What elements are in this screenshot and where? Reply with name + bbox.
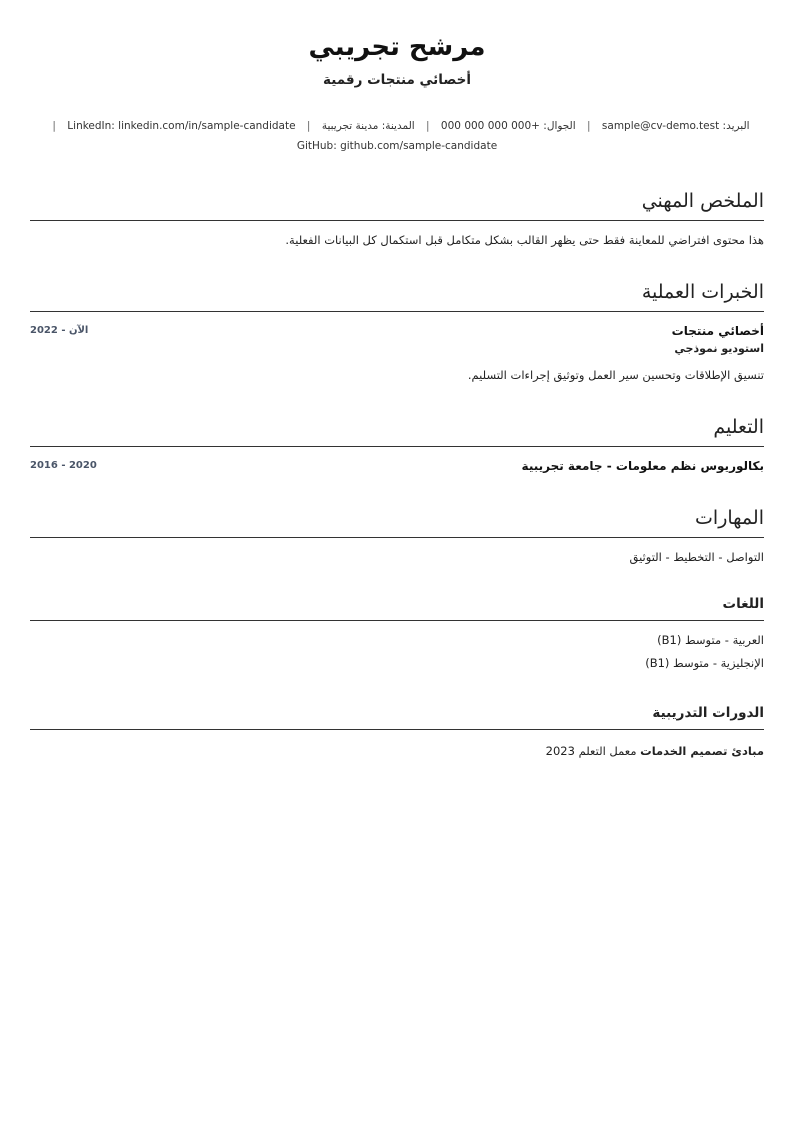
languages-list	[30, 629, 764, 675]
languages-section	[30, 594, 764, 675]
contact-email[interactable]: البريد: sample@cv-demo.test	[601, 120, 750, 132]
languages-heading: اللغات	[30, 594, 764, 621]
experience-dates: 2022 - الآن	[30, 325, 89, 336]
summary-heading: الملخص المهني	[30, 188, 764, 221]
experience-entry-main	[672, 322, 764, 358]
contact-separator: |	[426, 120, 430, 132]
contact-city: المدينة: مدينة تجريبية	[321, 120, 415, 132]
skills-heading: المهارات	[30, 505, 764, 538]
skills-text: التواصل - التخطيط - التوثيق	[629, 550, 764, 564]
contact-phone[interactable]: الجوال: +000 000 000 000	[440, 120, 576, 132]
experience-entry	[30, 322, 764, 358]
experience-section	[30, 279, 764, 384]
skills-section	[30, 505, 764, 566]
courses-section	[30, 703, 764, 760]
course-name: مبادئ تصميم الخدمات	[640, 744, 764, 758]
resume-header	[30, 30, 764, 156]
education-dates: 2016 - 2020	[30, 460, 97, 471]
contact-separator: |	[587, 120, 591, 132]
course-item	[30, 742, 764, 760]
summary-text: هذا محتوى افتراضي للمعاينة فقط حتى يظهر القالب بشكل متكامل قبل استكمال كل البيانات الفعلية.	[285, 233, 764, 247]
language-item: العربية - متوسط (B1)	[657, 633, 764, 647]
contact-info	[30, 116, 764, 156]
experience-heading: الخبرات العملية	[30, 279, 764, 312]
experience-description: تنسيق الإطلاقات وتحسين سير العمل وتوثيق إجراءات التسليم.	[467, 368, 764, 382]
course-provider: معمل التعلم	[578, 744, 637, 758]
contact-linkedin[interactable]: LinkedIn: linkedin.com/in/sample-candidate	[67, 120, 296, 132]
education-entry-main	[522, 457, 764, 475]
candidate-name: مرشح تجريبي	[308, 32, 486, 62]
contact-separator: |	[52, 120, 56, 132]
courses-heading: الدورات التدريبية	[30, 703, 764, 730]
course-year: 2023	[545, 744, 575, 758]
experience-company: استوديو نموذجي	[674, 342, 764, 355]
contact-github[interactable]: GitHub: github.com/sample-candidate	[296, 140, 498, 152]
education-entry	[30, 457, 764, 475]
summary-section	[30, 188, 764, 249]
education-section	[30, 414, 764, 475]
candidate-title: أخصائي منتجات رقمية	[323, 72, 471, 88]
language-item: الإنجليزية - متوسط (B1)	[645, 656, 764, 670]
education-degree: بكالوريوس نظم معلومات - جامعة تجريبية	[521, 459, 764, 473]
contact-separator: |	[306, 120, 311, 132]
experience-role: أخصائي منتجات	[671, 324, 764, 338]
education-heading: التعليم	[30, 414, 764, 447]
